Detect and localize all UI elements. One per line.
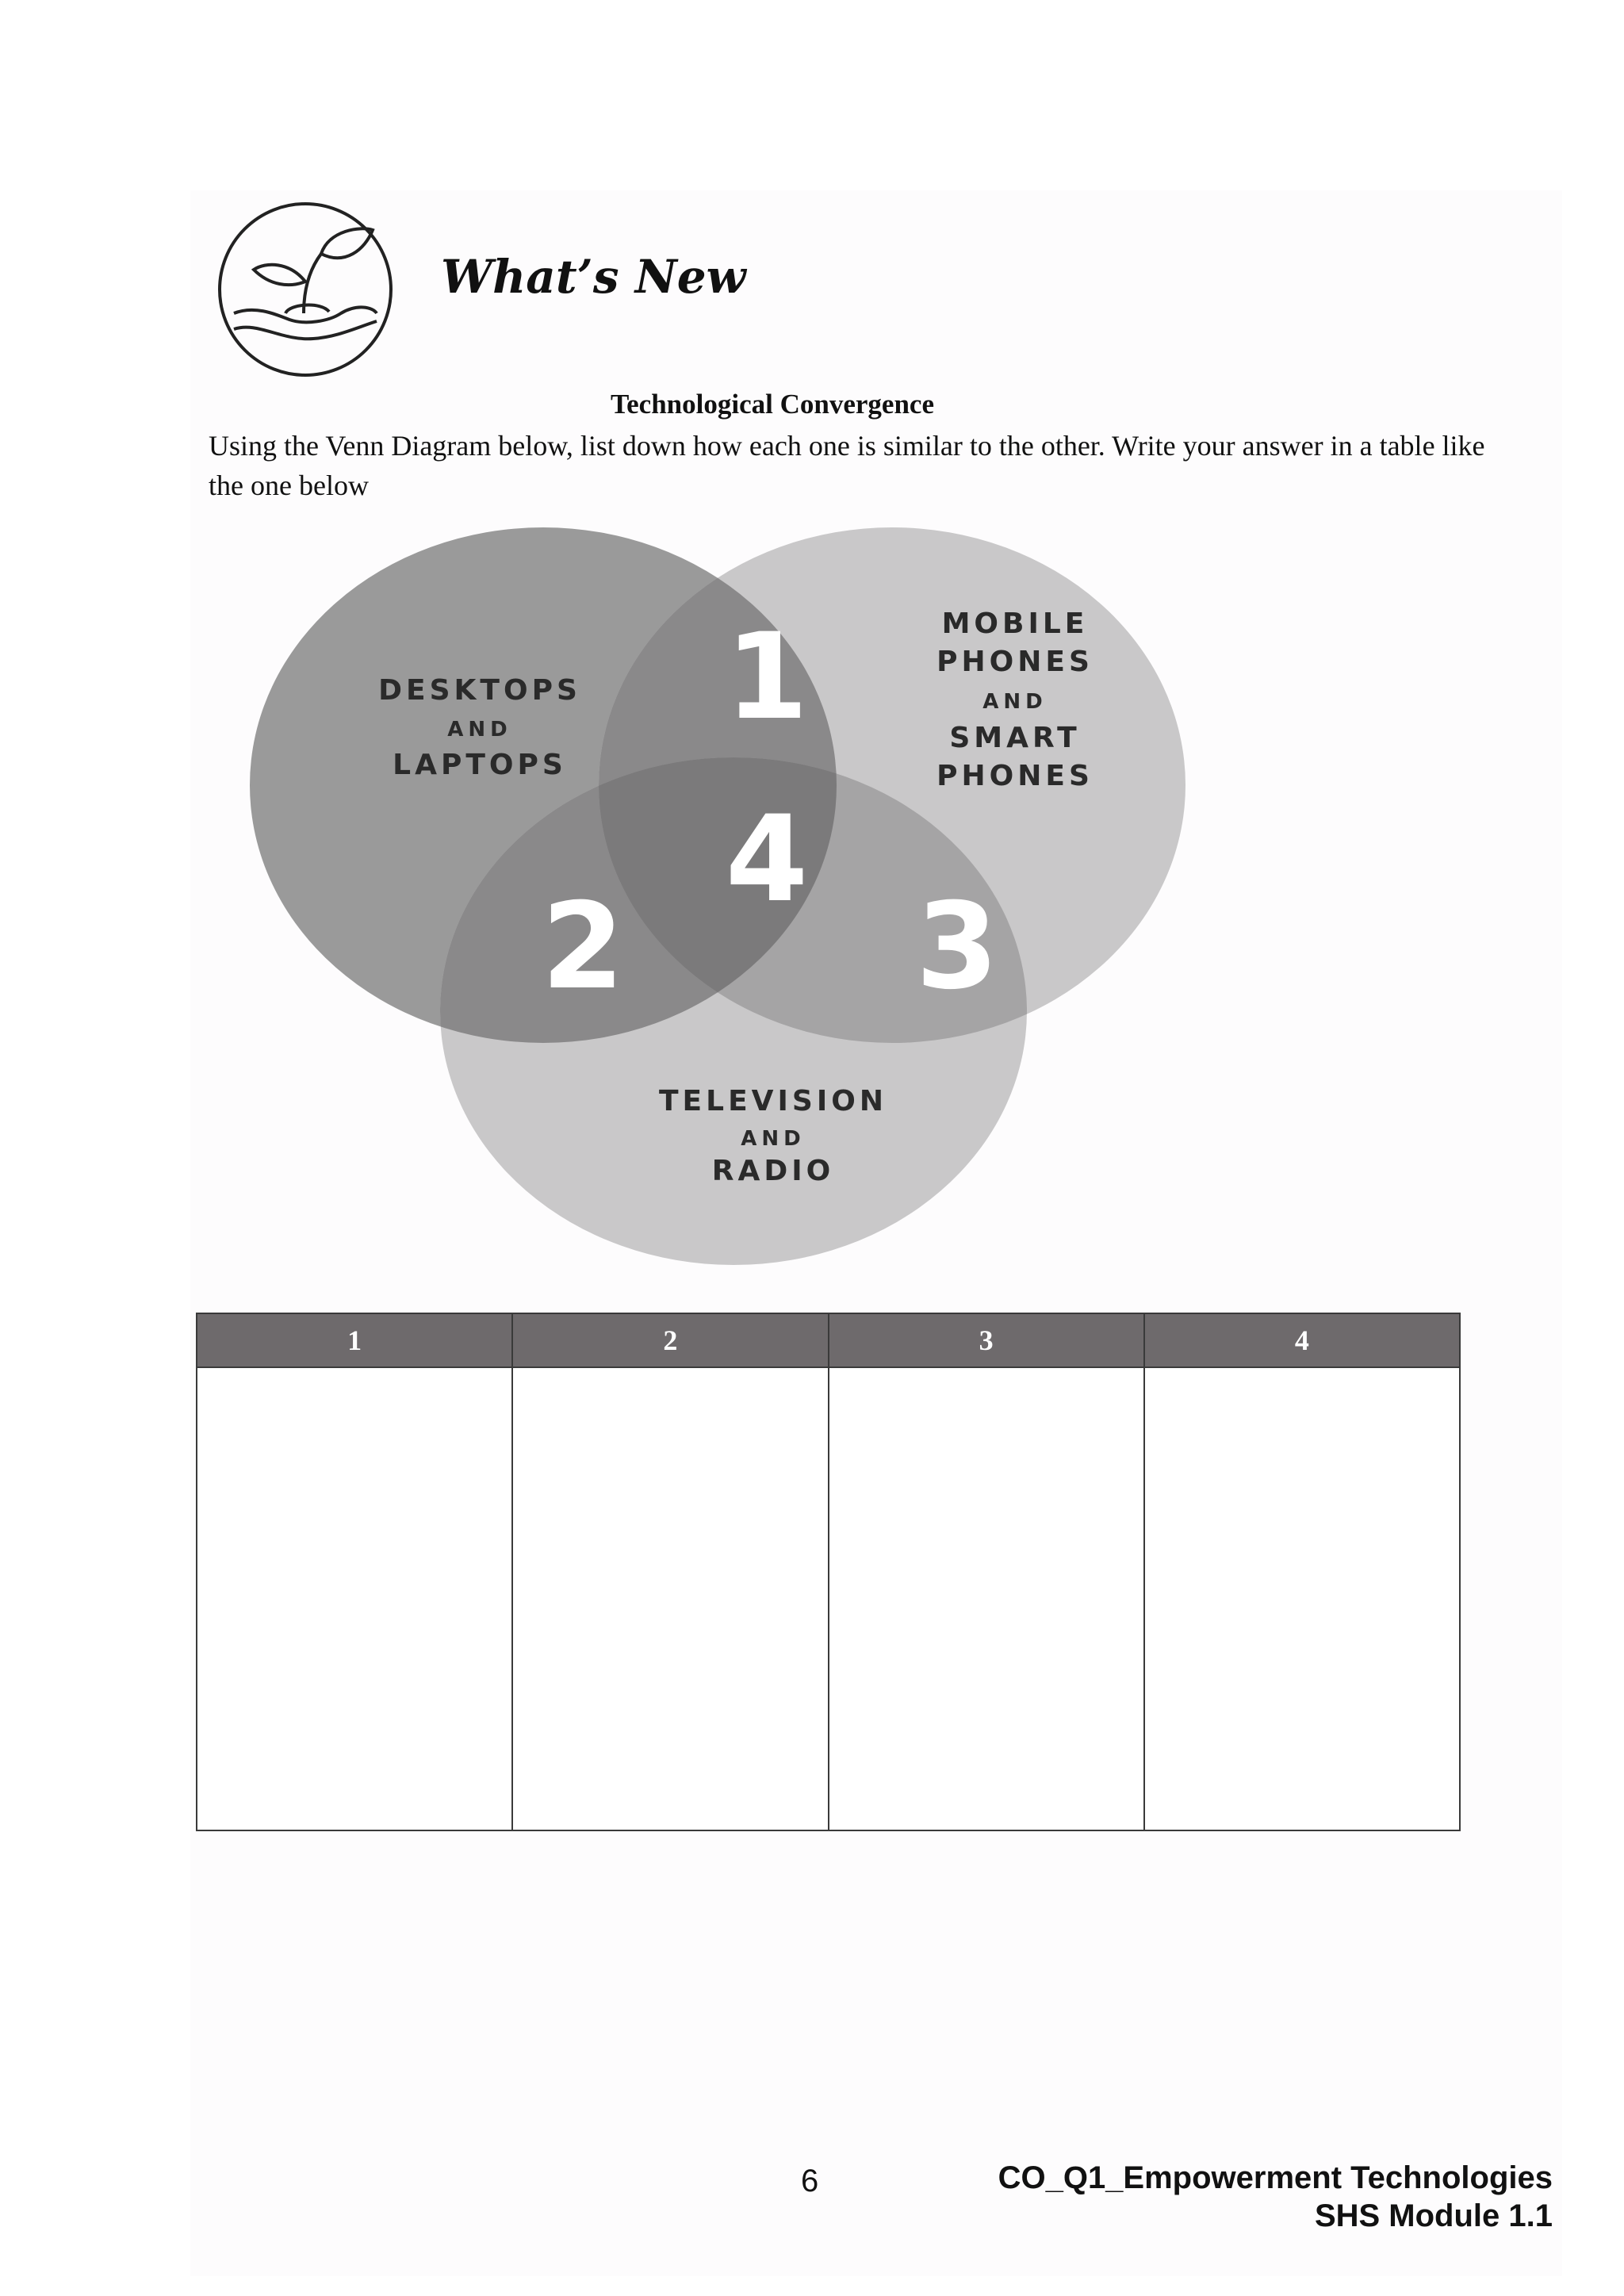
column-header-4: 4 [1144,1313,1460,1367]
activity-subtitle: Technological Convergence [611,389,934,420]
venn-number-3: 3 [915,878,999,1016]
page-number: 6 [801,2164,819,2198]
answer-table [196,1313,1461,1831]
answer-cell-1[interactable] [197,1367,512,1830]
venn-label-mobile-3: AND [982,690,1048,714]
venn-label-mobile-5: PHONES [936,760,1094,792]
venn-label-tv-1: TELEVISION [659,1085,887,1117]
activity-instructions: Using the Venn Diagram below, list down how each one is similar to the other. Write your answer in a table like the one below [209,430,1485,501]
answer-cell-2[interactable] [512,1367,828,1830]
venn-diagram [214,523,1245,1277]
column-header-1: 1 [197,1313,512,1367]
venn-number-1: 1 [725,608,809,746]
footer-module-info [998,2159,1553,2235]
column-header-3: 3 [829,1313,1144,1367]
venn-label-tv-2: AND [741,1127,806,1151]
answer-cell-3[interactable] [829,1367,1144,1830]
answer-table-header-row [197,1313,1460,1367]
footer-course-title: CO_Q1_Empowerment Technologies [998,2160,1553,2195]
answer-row [197,1367,1460,1830]
venn-label-mobile-2: PHONES [936,646,1094,678]
column-header-2: 2 [512,1313,828,1367]
venn-label-mobile-4: SMART [949,722,1081,754]
answer-cell-4[interactable] [1144,1367,1460,1830]
venn-label-tv-3: RADIO [711,1155,835,1187]
venn-label-mobile-1: MOBILE [941,608,1089,640]
footer-module-title: SHS Module 1.1 [1314,2198,1553,2233]
venn-label-desktops-1: DESKTOPS [378,674,581,707]
venn-label-desktops-3: LAPTOPS [393,749,567,781]
venn-label-desktops-2: AND [447,718,512,742]
venn-number-4: 4 [725,791,809,929]
venn-number-2: 2 [541,878,625,1016]
section-title: What’s New [441,250,746,304]
seedling-in-hand-icon [210,194,400,385]
